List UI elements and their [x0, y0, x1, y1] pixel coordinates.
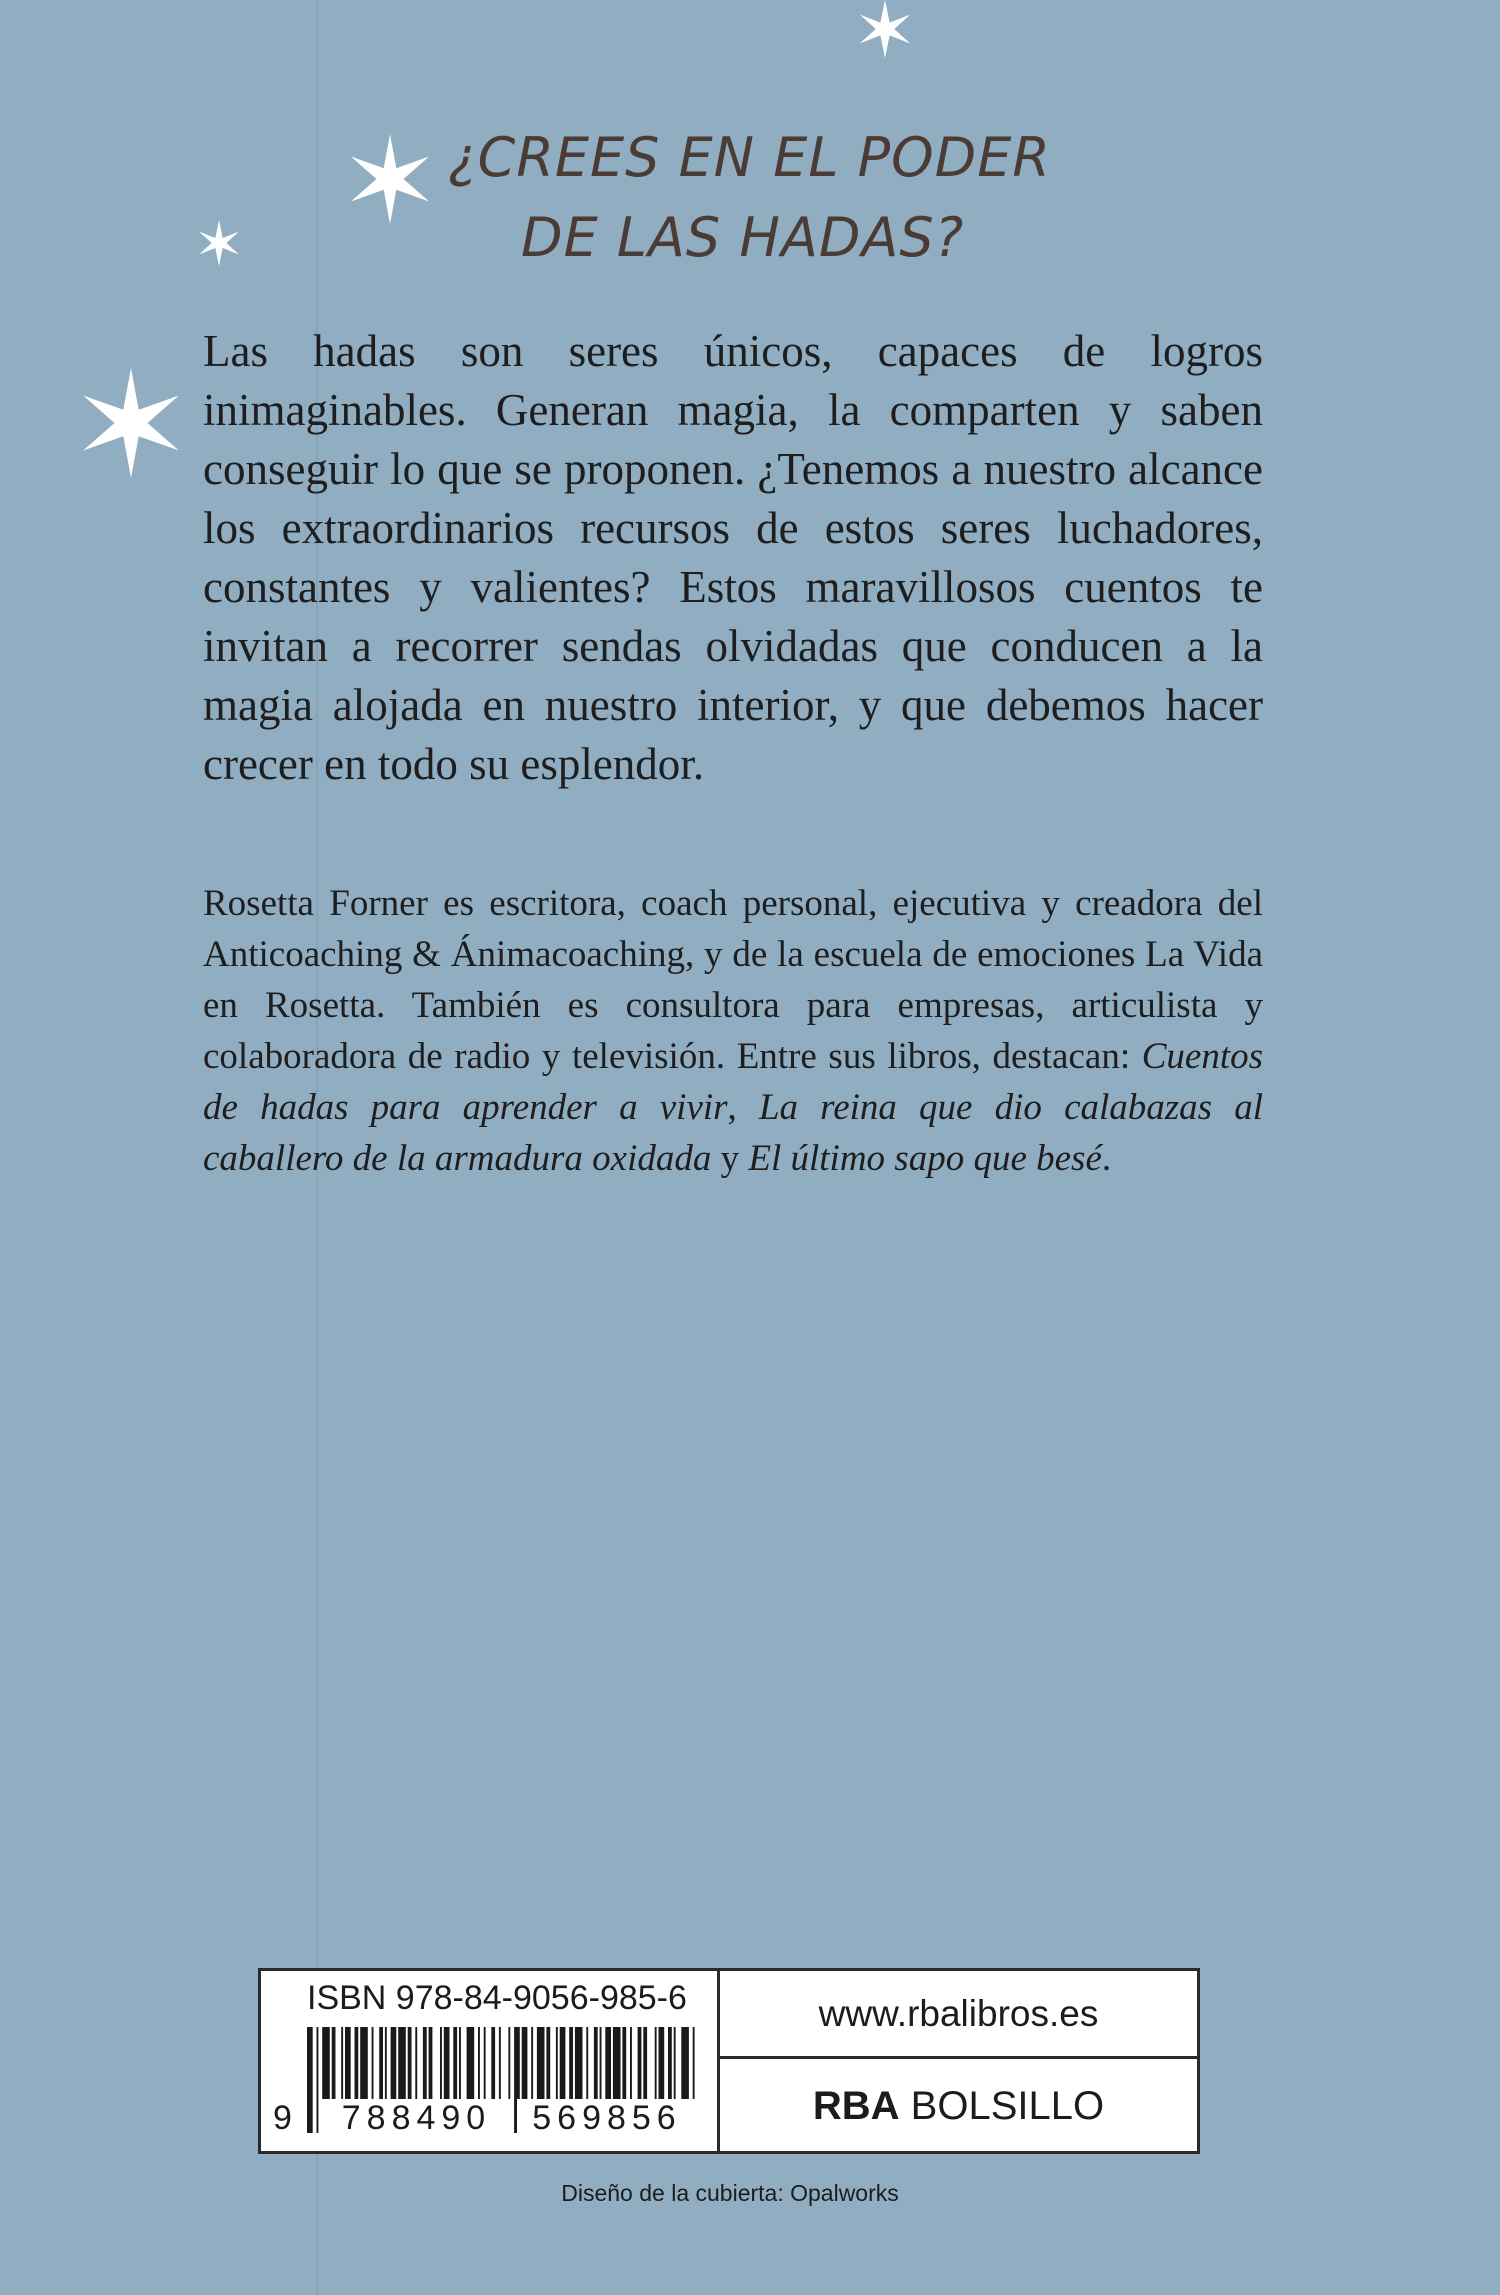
cover-design-credit: Diseño de la cubierta: Opalworks [561, 2180, 899, 2206]
star-icon [76, 368, 186, 478]
headline [448, 118, 1148, 278]
isbn-label: ISBN 978-84-9056-985-6 [307, 1979, 687, 2017]
headline-line-2: DE LAS HADAS? [521, 206, 965, 269]
star-icon [856, 0, 914, 58]
book-title: El último sapo que besé [748, 1138, 1102, 1179]
bio-end: . [1101, 1138, 1112, 1179]
blurb-paragraph: Las hadas son seres únicos, capaces de logros inimaginables. Generan magia, la comparten y saben conseguir lo que se proponen. ¿Tenemos a nuestro alcance los extraordinarios recursos de estos seres luchadores, constantes y valientes? Estos maravillosos cuentos te invitan a recorrer sendas olvidadas que conducen a la magia alojada en nuestro interior, y que debemos hacer crecer en todo su esplendor. [203, 326, 1263, 789]
book-title: Cuentos de hadas para aprender a vivir [203, 1036, 1263, 1128]
website-url: www.rbalibros.es [720, 1971, 1197, 2059]
publisher-series: BOLSILLO [899, 2084, 1105, 2128]
headline-line-1: ¿CREES EN EL PODER [448, 126, 1051, 189]
publisher-brand: RBA [812, 2084, 900, 2128]
barcode-area [261, 1971, 720, 2151]
bio-separator: , [727, 1087, 759, 1128]
publisher-info-box [258, 1968, 1200, 2154]
publisher-logo [720, 2061, 1197, 2151]
bio-separator: y [711, 1138, 749, 1179]
barcode-digits-group-2: 569856 [517, 2099, 697, 2138]
author-bio [203, 878, 1263, 1184]
bio-text: Rosetta Forner es escritora, coach personal, ejecutiva y creadora del Anticoaching & Ánimacoaching, y de la escuela de emociones La Vida en Rosetta. También es consultora para empresas, articulista y colaboradora de radio y televisión. Entre sus libros, destacan: [203, 883, 1263, 1077]
star-icon [196, 220, 242, 266]
barcode-digits-group-1: 788490 [329, 2099, 504, 2138]
book-title: La reina que dio calabazas al caballero de la armadura oxidada [203, 1087, 1263, 1179]
barcode-digit-first: 9 [273, 2099, 292, 2137]
star-icon [345, 134, 435, 224]
